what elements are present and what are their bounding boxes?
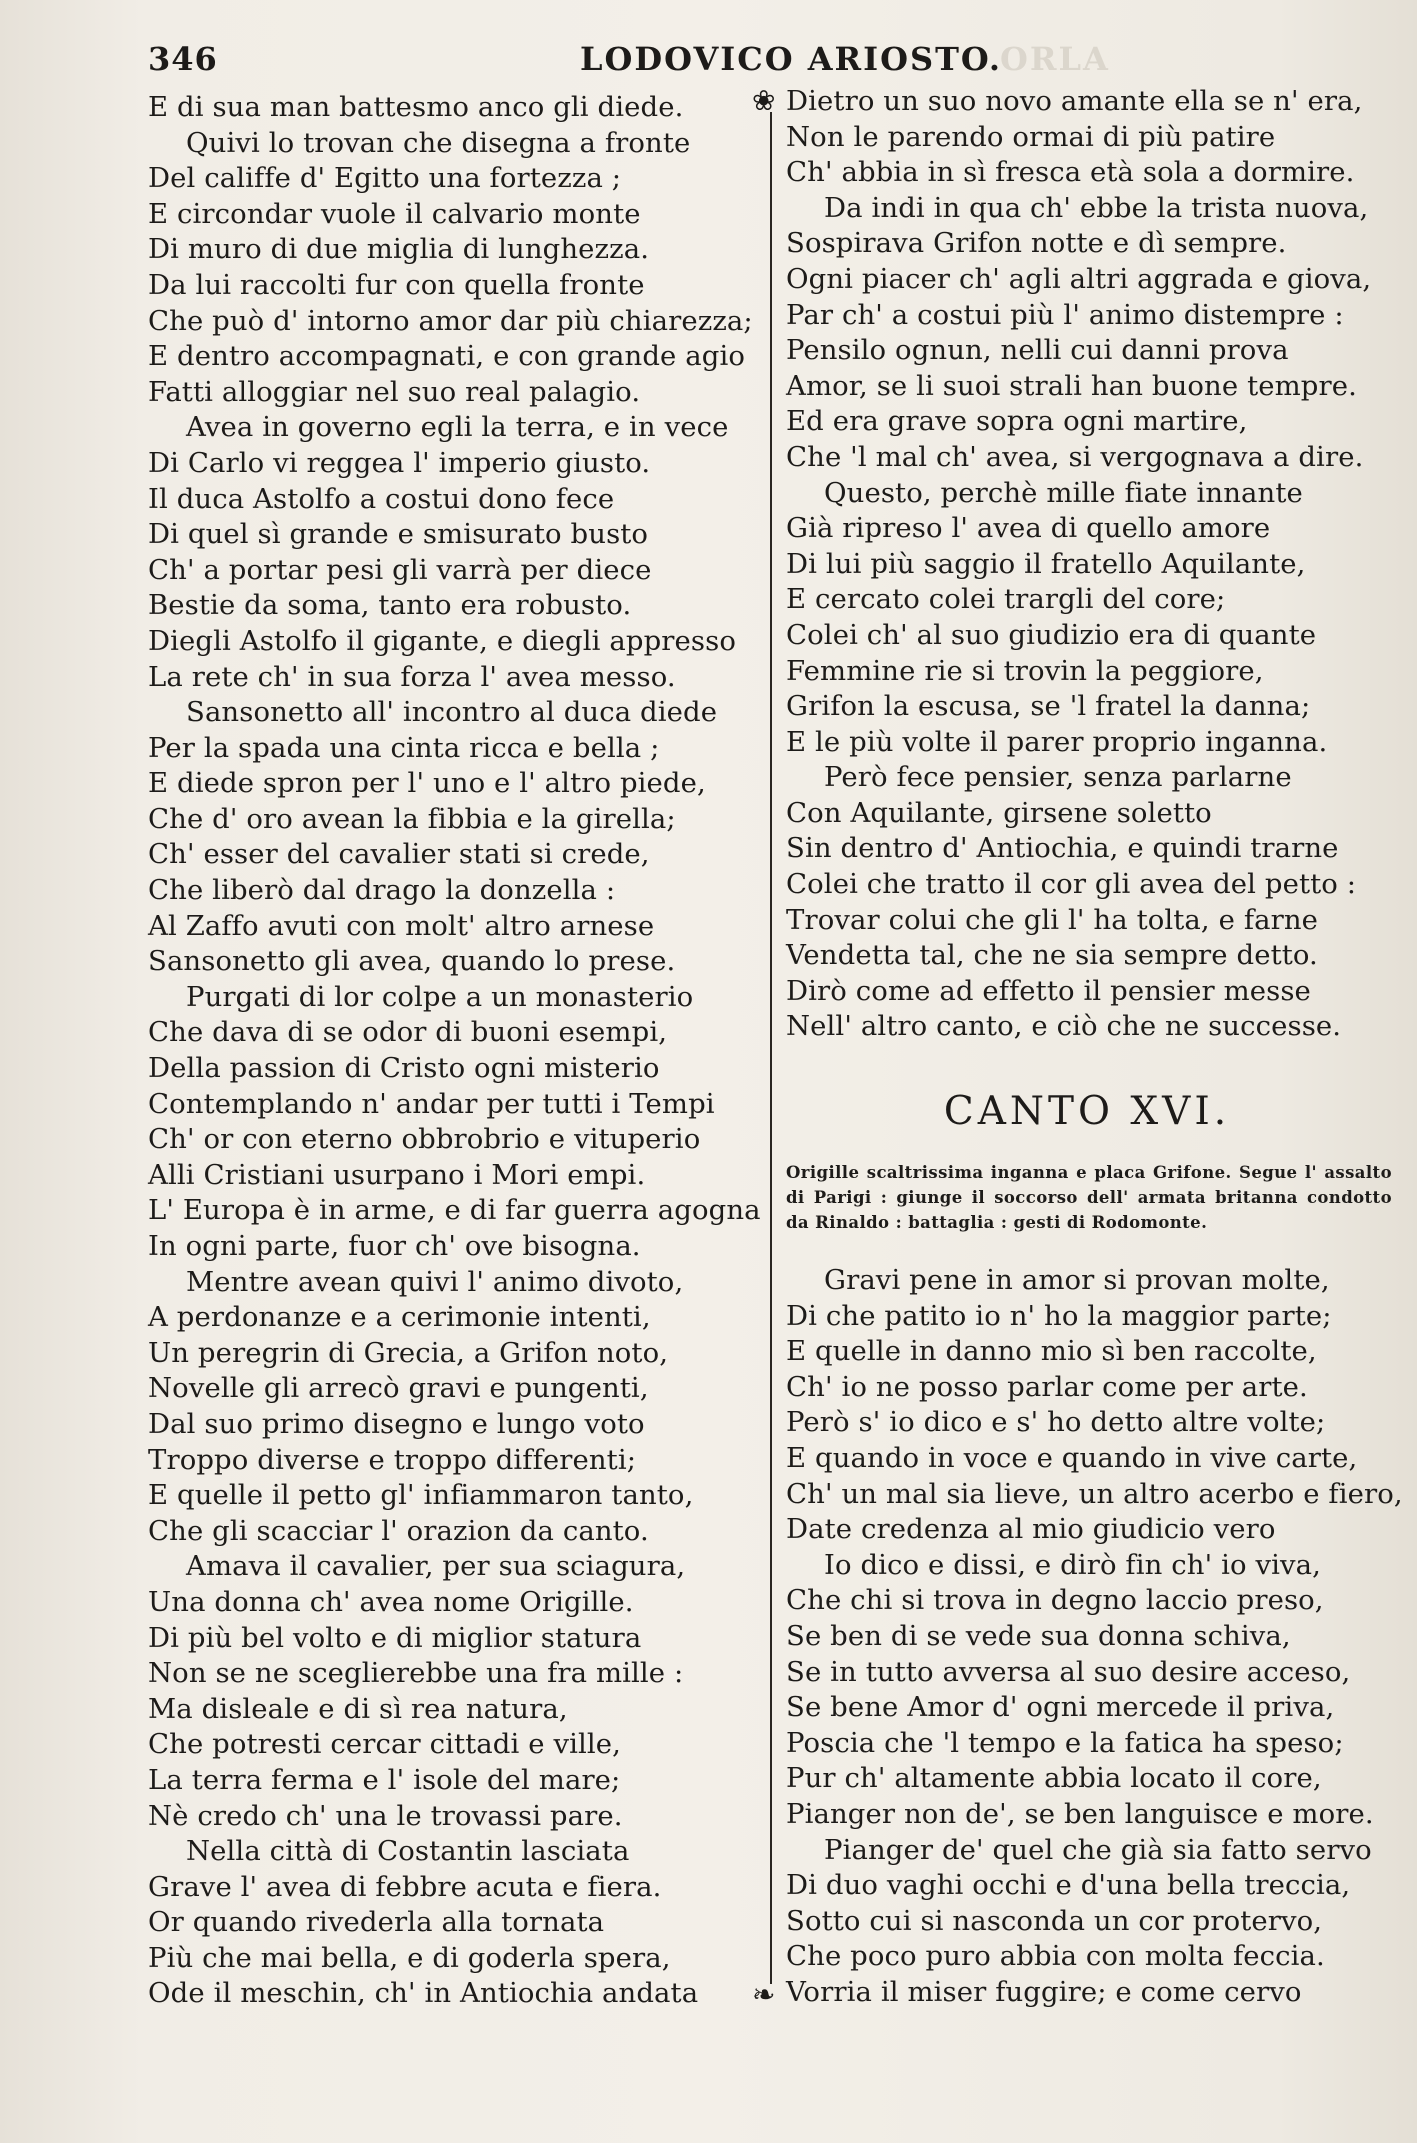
right-column	[786, 84, 1403, 2011]
verse-line: E di sua man battesmo anco gli diede.	[148, 91, 684, 123]
verse-line: Già ripreso l' avea di quello amore	[786, 512, 1271, 545]
verse-line: Ch' io ne posso parlar come per arte.	[786, 1370, 1308, 1403]
verse-line: Bestie da soma, tanto era robusto.	[148, 589, 632, 622]
verse-line: Però s' io dico e s' ho detto altre volte;	[786, 1406, 1326, 1439]
verse-line: Pensilo ognun, nelli cui danni prova	[786, 334, 1289, 367]
verse-line: Con Aquilante, girsene soletto	[786, 796, 1212, 829]
verse-line: Della passion di Cristo ogni misterio	[148, 1052, 660, 1085]
verse-line: La terra ferma e l' isole del mare;	[148, 1763, 621, 1796]
verse-line: Da lui raccolti fur con quella fronte	[148, 268, 645, 301]
verse-line: Di muro di due miglia di lunghezza.	[148, 233, 650, 266]
verse-line: Avea in governo egli la terra, e in vece	[186, 411, 729, 444]
verse-line: Nella città di Costantin lasciata	[186, 1835, 630, 1868]
verse-line: Ode il meschin, ch' in Antiochia andata	[148, 1977, 699, 2010]
verse-line: Sospirava Grifon notte e dì sempre.	[786, 227, 1287, 260]
verse-line: Di più bel volto e di miglior statura	[148, 1621, 642, 1654]
verse-line: Non se ne sceglierebbe una fra mille :	[148, 1657, 684, 1690]
verse-line: Vorria il miser fuggire; e come cervo	[786, 1975, 1302, 2008]
verse-line: Per la spada una cinta ricca e bella ;	[148, 731, 660, 764]
page-number: 346	[148, 40, 218, 78]
verse-line: Più che mai bella, e di goderla spera,	[148, 1941, 671, 1974]
verse-line: Che chi si trova in degno laccio preso,	[786, 1584, 1324, 1617]
ornament-top-icon: ❀	[752, 84, 776, 117]
verse-line: Mentre avean quivi l' animo divoto,	[186, 1265, 684, 1298]
verse-line: Pur ch' altamente abbia locato il core,	[786, 1762, 1322, 1795]
verse-line: Purgati di lor colpe a un monasterio	[186, 980, 694, 1013]
verse-line: Di lui più saggio il fratello Aquilante,	[786, 547, 1306, 580]
verse-line: E circondar vuole il calvario monte	[148, 197, 641, 230]
running-title: LODOVICO ARIOSTO.	[580, 40, 1003, 78]
verse-line: Che liberò dal drago la donzella :	[148, 874, 616, 907]
verse-line: Sansonetto gli avea, quando lo prese.	[148, 945, 676, 978]
verse-line: Che 'l mal ch' avea, si vergognava a dire.	[786, 440, 1364, 473]
verse-line: E quelle in danno mio sì ben raccolte,	[786, 1335, 1317, 1368]
verse-line: Sotto cui si nasconda un cor protervo,	[786, 1904, 1323, 1937]
verse-line: Date credenza al mio giudicio vero	[786, 1513, 1276, 1546]
verse-line: E le più volte il parer proprio inganna.	[786, 725, 1328, 758]
verse-line: Che può d' intorno amor dar più chiarezza;	[148, 304, 753, 337]
canto-title: CANTO XVI.	[943, 1089, 1231, 1135]
right-column-bottom-verses	[786, 1263, 1403, 2010]
verse-line: Grave l' avea di febbre acuta e fiera.	[148, 1870, 662, 1903]
verse-line: Se in tutto avversa al suo desire acceso,	[786, 1655, 1351, 1688]
verse-line: Dietro un suo novo amante ella se n' era,	[786, 85, 1363, 117]
verse-line: Nè credo ch' una le trovassi pare.	[148, 1799, 623, 1832]
verse-line: Amava il cavalier, per sua sciagura,	[186, 1550, 686, 1583]
bleed-through-title: ORLA	[1000, 40, 1110, 78]
verse-line: Ch' abbia in sì fresca età sola a dormire.	[786, 156, 1355, 189]
verse-line: Che dava di se odor di buoni esempi,	[148, 1016, 668, 1049]
verse-line: Un peregrin di Grecia, a Grifon noto,	[148, 1336, 669, 1369]
verse-line: Di Carlo vi reggea l' imperio giusto.	[148, 446, 651, 479]
verse-line: Amor, se li suoi strali han buone tempre.	[786, 369, 1357, 402]
verse-line: Diegli Astolfo il gigante, e diegli appresso	[148, 624, 736, 657]
verse-line: Che gli scacciar l' orazion da canto.	[148, 1514, 649, 1547]
verse-line: Che d' oro avean la fibbia e la girella;	[148, 802, 676, 835]
verse-line: L' Europa è in arme, e di far guerra agogna	[148, 1194, 761, 1227]
verse-line: Alli Cristiani usurpano i Mori empi.	[148, 1158, 646, 1191]
verse-line: Di quel sì grande e smisurato busto	[148, 518, 649, 551]
left-column	[148, 90, 768, 2012]
verse-line: Del califfe d' Egitto una fortezza ;	[148, 162, 622, 195]
right-column-top-verses	[786, 84, 1398, 1045]
verse-line: Questo, perchè mille fiate innante	[824, 476, 1303, 509]
verse-line: Se bene Amor d' ogni mercede il priva,	[786, 1691, 1335, 1724]
verse-line: Ed era grave sopra ogni martire,	[786, 405, 1248, 438]
verse-line: Troppo diverse e troppo differenti;	[148, 1443, 637, 1476]
verse-line: Pianger de' quel che già sia fatto servo	[824, 1833, 1372, 1866]
verse-line: E quando in voce e quando in vive carte,	[786, 1442, 1358, 1474]
verse-line: Colei ch' al suo giudizio era di quante	[786, 618, 1317, 651]
column-divider	[770, 112, 772, 1984]
verse-line: Pianger non de', se ben languisce e more.	[786, 1797, 1374, 1830]
verse-line: E diede spron per l' uno e l' altro piede,	[148, 767, 706, 800]
verse-line: Par ch' a costui più l' animo distempre :	[786, 298, 1344, 331]
verse-line: Io dico e dissi, e dirò fin ch' io viva,	[824, 1548, 1321, 1581]
verse-line: Vendetta tal, che ne sia sempre detto.	[786, 939, 1318, 972]
verse-line: Gravi pene in amor si provan molte,	[824, 1264, 1330, 1297]
verse-line: E cercato colei trargli del core;	[786, 583, 1226, 616]
verse-line: Se ben di se vede sua donna schiva,	[786, 1619, 1291, 1652]
verse-line: Una donna ch' avea nome Origille.	[148, 1585, 634, 1618]
verse-line: In ogni parte, fuor ch' ove bisogna.	[148, 1230, 641, 1262]
verse-line: Non le parendo ormai di più patire	[786, 120, 1276, 153]
verse-line: Però fece pensier, senza parlarne	[824, 761, 1292, 794]
verse-line: Da indi in qua ch' ebbe la trista nuova,	[824, 191, 1369, 224]
verse-line: Che poco puro abbia con molta feccia.	[786, 1940, 1325, 1973]
verse-line: E dentro accompagnati, e con grande agio	[148, 340, 746, 373]
verse-line: Poscia che 'l tempo e la fatica ha speso;	[786, 1726, 1344, 1759]
verse-line: Ch' a portar pesi gli varrà per diece	[148, 553, 652, 586]
verse-line: Dirò come ad effetto il pensier messe	[786, 974, 1311, 1007]
verse-line: Femmine rie si trovin la peggiore,	[786, 654, 1264, 687]
verse-line: Contemplando n' andar per tutti i Tempi	[148, 1087, 715, 1120]
verse-line: Sansonetto all' incontro al duca diede	[186, 696, 718, 729]
verse-line: Che potresti cercar cittadi e ville,	[148, 1728, 621, 1761]
page-header	[148, 40, 1378, 84]
verse-line: Ch' esser del cavalier stati si crede,	[148, 838, 650, 871]
verse-line: Ch' un mal sia lieve, un altro acerbo e fiero,	[786, 1477, 1403, 1510]
verse-line: Ch' or con eterno obbrobrio e vituperio	[148, 1123, 701, 1156]
verse-line: Colei che tratto il cor gli avea del petto :	[786, 868, 1357, 901]
verse-line: Trovar colui che gli l' ha tolta, e farne	[786, 903, 1319, 936]
verse-line: Nell' altro canto, e ciò che ne successe.	[786, 1010, 1342, 1043]
verse-line: Fatti alloggiar nel suo real palagio.	[148, 375, 641, 408]
verse-line: E quelle il petto gl' infiammaron tanto,	[148, 1479, 694, 1512]
verse-line: Or quando rivederla alla tornata	[148, 1906, 605, 1939]
verse-line: A perdonanze e a cerimonie intenti,	[148, 1301, 651, 1334]
ornament-bottom-icon: ❧	[752, 1978, 776, 2011]
verse-line: Di che patito io n' ho la maggior parte;	[786, 1299, 1332, 1332]
verse-line: Ma disleale e di sì rea natura,	[148, 1692, 568, 1725]
verse-line: Di duo vaghi occhi e d'una bella treccia,	[786, 1869, 1351, 1902]
verse-line: Quivi lo trovan che disegna a fronte	[186, 126, 691, 159]
verse-line: Ogni piacer ch' agli altri aggrada e giova,	[786, 262, 1372, 295]
canto-argument: Origille scaltrissima inganna e placa Grifone. Segue l' assalto di Parigi : giunge il soccorso dell' armata britanna condotto da Rinaldo : battaglia : gesti di Rodomonte.	[786, 1163, 1392, 1233]
verse-line: Novelle gli arrecò gravi e pungenti,	[148, 1372, 649, 1405]
verse-line: Al Zaffo avuti con molt' altro arnese	[148, 909, 655, 942]
verse-line: Sin dentro d' Antiochia, e quindi trarne	[786, 832, 1339, 865]
verse-line: La rete ch' in sua forza l' avea messo.	[148, 660, 676, 693]
verse-line: Grifon la escusa, se 'l fratel la danna;	[786, 690, 1311, 723]
verse-line: Dal suo primo disegno e lungo voto	[148, 1407, 645, 1440]
verse-line: Il duca Astolfo a costui dono fece	[148, 482, 615, 515]
